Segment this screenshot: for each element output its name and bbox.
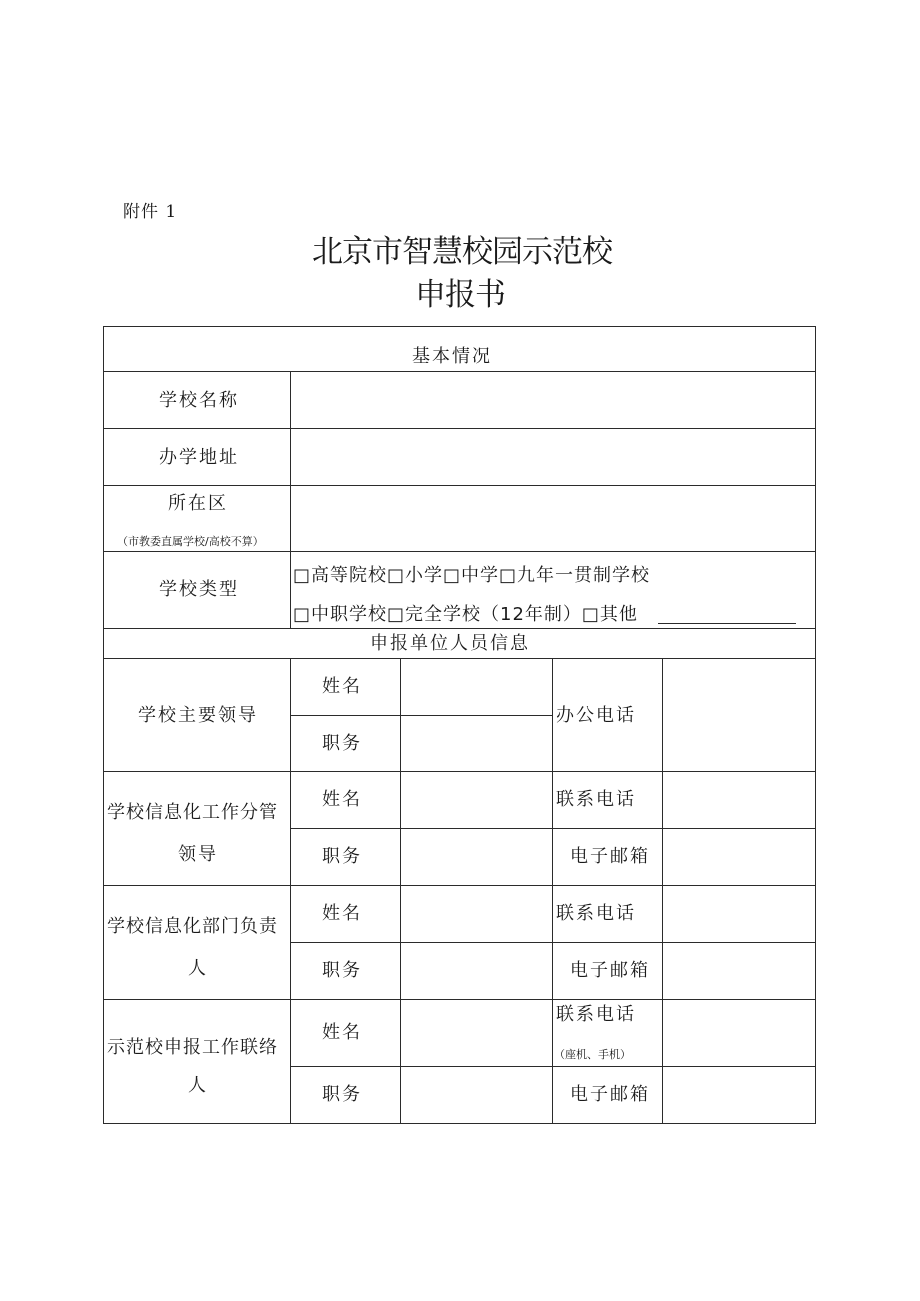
document-title-line2: 申报书	[415, 277, 505, 313]
other-type-blank-line	[658, 623, 796, 624]
school-name-label: 学校名称	[159, 390, 239, 411]
table-rule	[103, 551, 816, 552]
email-label: 电子邮箱	[570, 960, 650, 981]
table-border-bottom	[103, 1123, 816, 1124]
table-rule	[290, 715, 553, 716]
school-type-options-line1: □高等院校□小学□中学□九年一贯制学校	[293, 565, 651, 586]
liaison-row-label-line1: 示范校申报工作联络	[107, 1037, 278, 1058]
contact-phone-label: 联系电话	[556, 789, 636, 810]
it-dept-head-row-label-line2: 人	[188, 958, 208, 979]
attachment-label: 附件 1	[123, 202, 178, 222]
table-rule	[103, 628, 816, 629]
office-phone-label: 办公电话	[556, 705, 636, 726]
district-note: （市教委直属学校/高校不算）	[117, 535, 264, 548]
district-label: 所在区	[168, 493, 228, 514]
contact-phone-label: 联系电话	[556, 903, 636, 924]
name-label: 姓名	[322, 789, 362, 810]
name-label: 姓名	[322, 1022, 362, 1043]
liaison-row-label-line2: 人	[188, 1075, 208, 1096]
school-type-options-line2: □中职学校□完全学校（12年制）□其他	[293, 604, 638, 625]
table-rule	[290, 371, 291, 629]
table-rule	[103, 658, 816, 659]
table-rule	[290, 828, 816, 829]
table-rule	[290, 942, 816, 943]
it-lead-row-label-line2: 领导	[178, 844, 218, 865]
table-rule	[552, 658, 553, 1124]
table-rule	[103, 885, 816, 886]
table-border-right	[815, 326, 816, 1124]
table-rule	[290, 1066, 816, 1067]
position-label: 职务	[322, 1084, 362, 1105]
basic-info-heading: 基本情况	[412, 346, 492, 367]
school-address-label: 办学地址	[159, 447, 239, 468]
name-label: 姓名	[322, 676, 362, 697]
staff-info-heading: 申报单位人员信息	[370, 633, 530, 654]
name-label: 姓名	[322, 903, 362, 924]
contact-phone-label: 联系电话	[556, 1004, 636, 1025]
position-label: 职务	[322, 846, 362, 867]
table-border-top	[103, 326, 816, 327]
table-rule	[103, 771, 816, 772]
position-label: 职务	[322, 733, 362, 754]
document-title-line1: 北京市智慧校园示范校	[312, 234, 612, 270]
it-lead-row-label-line1: 学校信息化工作分管	[107, 802, 278, 823]
table-rule	[400, 658, 401, 1124]
phone-type-note: （座机、手机）	[554, 1048, 631, 1061]
email-label: 电子邮箱	[570, 846, 650, 867]
table-rule	[103, 999, 816, 1000]
position-label: 职务	[322, 960, 362, 981]
table-border-left	[103, 326, 104, 1124]
table-rule	[290, 658, 291, 1124]
principal-row-label: 学校主要领导	[138, 705, 258, 726]
table-rule	[103, 371, 816, 372]
school-type-label: 学校类型	[159, 579, 239, 600]
email-label: 电子邮箱	[570, 1084, 650, 1105]
table-rule	[103, 428, 816, 429]
it-dept-head-row-label-line1: 学校信息化部门负责	[107, 916, 278, 937]
table-rule	[103, 485, 816, 486]
table-rule	[662, 658, 663, 1124]
